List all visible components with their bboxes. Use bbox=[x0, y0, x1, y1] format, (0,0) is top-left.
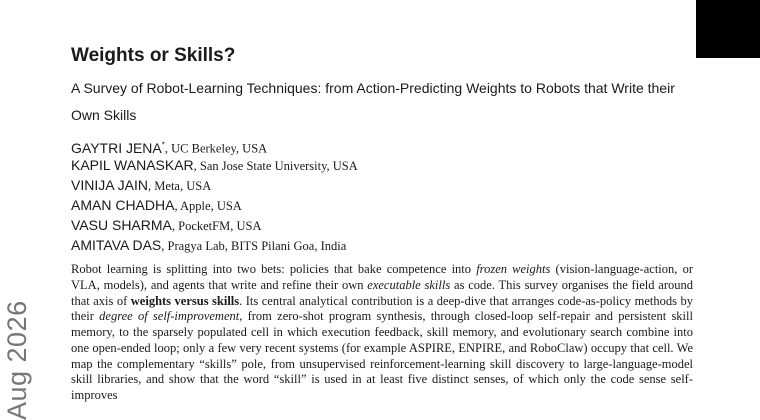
author-name: AMAN CHADHA bbox=[71, 197, 175, 213]
author-entry: AMAN CHADHA, Apple, USA bbox=[71, 197, 242, 213]
author-affiliation: Pragya Lab, BITS Pilani Goa, India bbox=[167, 239, 347, 253]
author-entry: GAYTRI JENA*, UC Berkeley, USA bbox=[71, 139, 268, 156]
author-marker: * bbox=[161, 140, 165, 149]
author-name: AMITAVA DAS bbox=[71, 237, 162, 253]
author-affiliation: Apple, USA bbox=[180, 199, 242, 213]
paper-title: Weights or Skills? bbox=[71, 45, 236, 66]
paper-header bbox=[71, 44, 693, 404]
author-affiliation: San Jose State University, USA bbox=[199, 159, 358, 173]
author-name: GAYTRI JENA* bbox=[71, 139, 165, 156]
arxiv-margin-stamp: Aug 2026 bbox=[2, 300, 32, 420]
author-name: KAPIL WANASKAR bbox=[71, 157, 194, 173]
author-list bbox=[71, 135, 693, 255]
author-affiliation: Meta, USA bbox=[154, 179, 212, 193]
author-name: VINIJA JAIN bbox=[71, 177, 149, 193]
author-affiliation: PocketFM, USA bbox=[178, 219, 262, 233]
author-entry: AMITAVA DAS, Pragya Lab, BITS Pilani Goa, India bbox=[71, 237, 347, 253]
author-entry: VINIJA JAIN, Meta, USA bbox=[71, 177, 212, 193]
abstract-text: Robot learning is splitting into two bets: policies that bake competence into frozen weights (vision-language-action, or VLA, models), and agents that write and refine their own executable skills as code. This survey organises the field around that axis of weights versus skills. Its central analytical contribution is a deep-dive that arranges code-as-policy methods by their degree of self-improvement, from zero-shot program synthesis, through closed-loop self-repair and persistent skill memory, to the sparsely populated cell in which execution feedback, skill memory, and evolutionary search combine into one open-ended loop; only a few very recent systems (for example ASPIRE, ENPIRE, and RoboClaw) occupy that cell. We map the complementary “skills” pole, from unsupervised reinforcement-learning skill discovery to large-language-model skill libraries, and show that the word “skill” is used in at least five distinct senses, of which only the code sense self-improves bbox=[71, 262, 694, 402]
paper-subtitle: A Survey of Robot-Learning Techniques: from Action-Predicting Weights to Robots that Write their Own Skills bbox=[71, 80, 675, 123]
corner-black-block bbox=[696, 0, 760, 58]
author-name: VASU SHARMA bbox=[71, 217, 172, 233]
author-affiliation: UC Berkeley, USA bbox=[171, 141, 268, 156]
author-entry: KAPIL WANASKAR, San Jose State University, USA bbox=[71, 157, 358, 173]
author-entry: VASU SHARMA, PocketFM, USA bbox=[71, 217, 262, 233]
